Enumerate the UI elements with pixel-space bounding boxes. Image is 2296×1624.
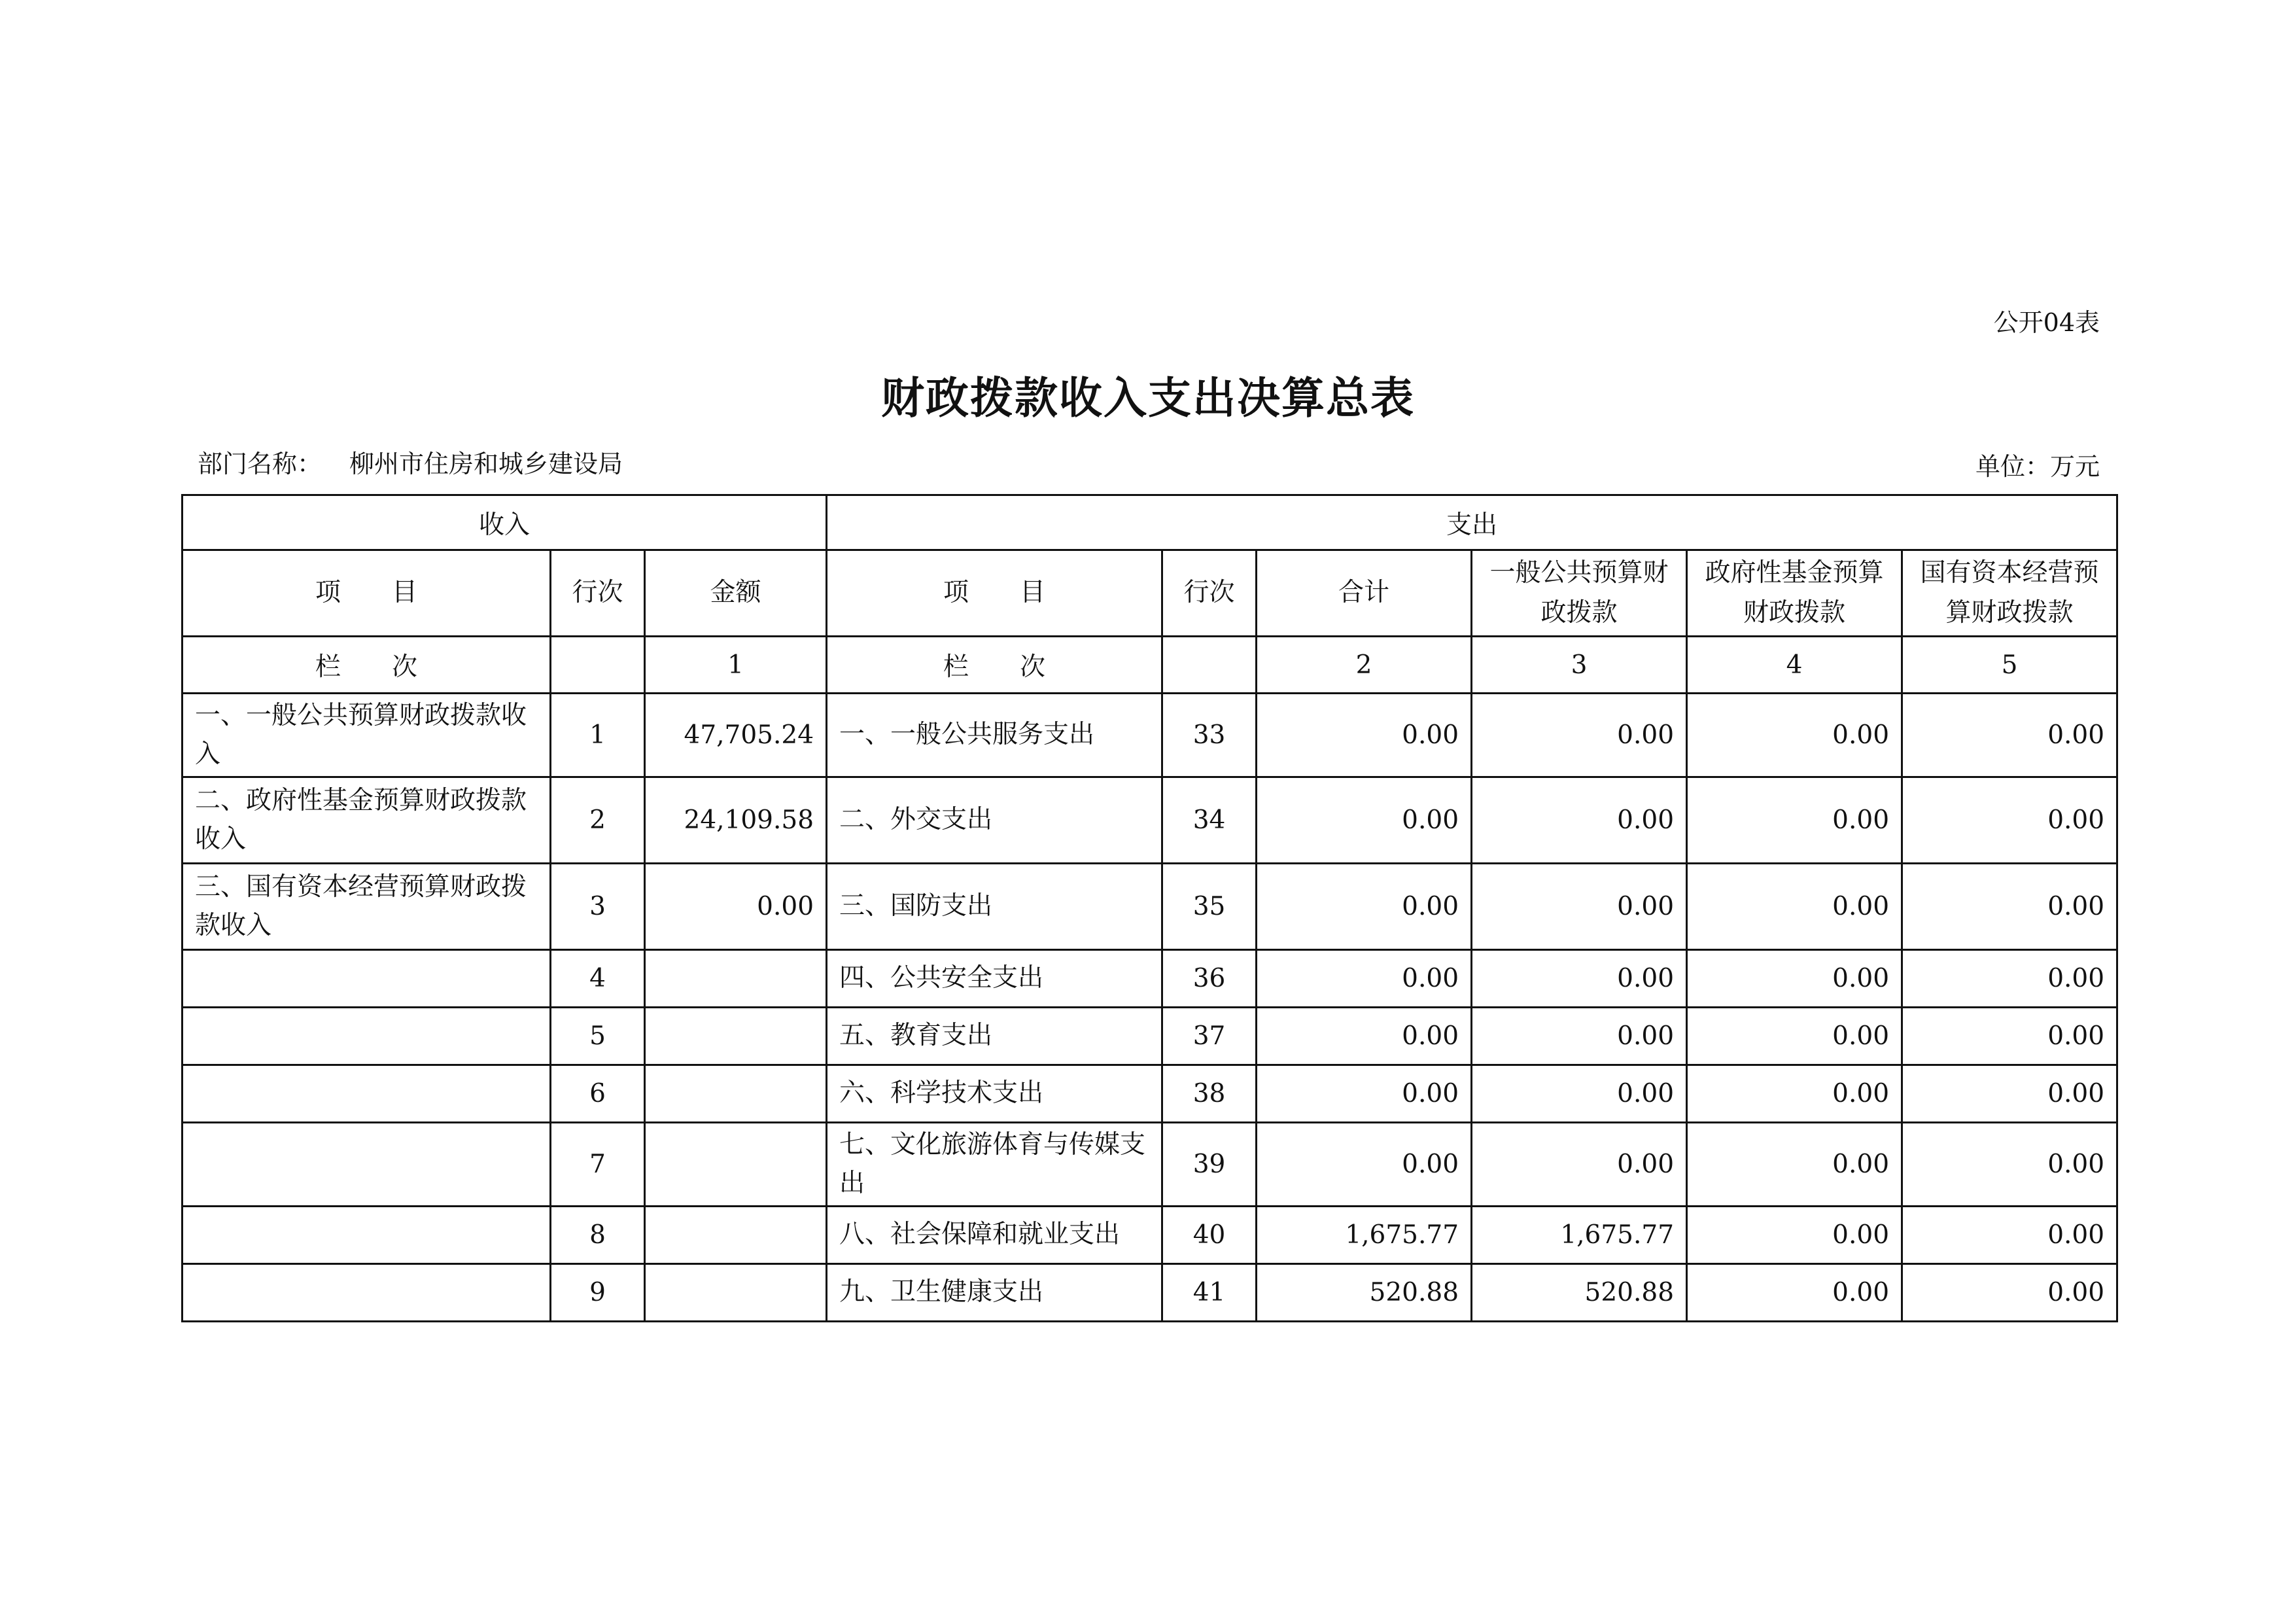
expense-row-no: 36 [1162, 950, 1257, 1008]
income-item [183, 1264, 551, 1322]
income-row-no: 7 [551, 1123, 645, 1207]
expense-item: 六、科学技术支出 [827, 1065, 1162, 1123]
gov-fund-amount: 0.00 [1687, 1123, 1902, 1207]
income-row-no: 5 [551, 1008, 645, 1065]
gov-fund-amount: 0.00 [1687, 777, 1902, 864]
total-amount: 1,675.77 [1257, 1207, 1472, 1264]
gov-fund-amount: 0.00 [1687, 694, 1902, 777]
income-amount [645, 1065, 827, 1123]
general-budget-amount: 0.00 [1472, 777, 1687, 864]
expense-row-no: 34 [1162, 777, 1257, 864]
col-general-budget: 一般公共预算财政拨款 [1472, 550, 1687, 637]
state-capital-amount: 0.00 [1902, 1207, 2117, 1264]
income-row-no: 4 [551, 950, 645, 1008]
department-name: 柳州市住房和城乡建设局 [349, 450, 623, 478]
total-amount: 0.00 [1257, 1065, 1472, 1123]
general-budget-amount: 0.00 [1472, 1008, 1687, 1065]
general-budget-amount: 0.00 [1472, 694, 1687, 777]
expense-header: 支出 [827, 495, 2117, 550]
form-code: 公开04表 [1993, 308, 2100, 337]
income-amount [645, 1123, 827, 1207]
lanci-expense-label: 栏 次 [827, 637, 1162, 694]
table-row [183, 1123, 2117, 1207]
income-row-no: 6 [551, 1065, 645, 1123]
gov-fund-amount: 0.00 [1687, 1065, 1902, 1123]
income-amount [645, 1207, 827, 1264]
expense-row-no: 39 [1162, 1123, 1257, 1207]
expense-row-no: 38 [1162, 1065, 1257, 1123]
general-budget-amount: 0.00 [1472, 1065, 1687, 1123]
income-item: 一、一般公共预算财政拨款收入 [183, 694, 551, 777]
income-amount: 24,109.58 [645, 777, 827, 864]
expense-item: 三、国防支出 [827, 864, 1162, 950]
total-amount: 0.00 [1257, 694, 1472, 777]
income-amount [645, 950, 827, 1008]
lanci-gov-fund: 4 [1687, 637, 1902, 694]
col-total: 合计 [1257, 550, 1472, 637]
expense-row-no: 40 [1162, 1207, 1257, 1264]
table-row [183, 694, 2117, 777]
col-gov-fund: 政府性基金预算财政拨款 [1687, 550, 1902, 637]
total-amount: 0.00 [1257, 864, 1472, 950]
income-amount [645, 1264, 827, 1322]
gov-fund-amount: 0.00 [1687, 950, 1902, 1008]
lanci-general-budget: 3 [1472, 637, 1687, 694]
expense-item: 一、一般公共服务支出 [827, 694, 1162, 777]
state-capital-amount: 0.00 [1902, 1264, 2117, 1322]
table-row [183, 1264, 2117, 1322]
col-expense-row-no: 行次 [1162, 550, 1257, 637]
col-state-capital: 国有资本经营预算财政拨款 [1902, 550, 2117, 637]
expense-item: 九、卫生健康支出 [827, 1264, 1162, 1322]
lanci-total: 2 [1257, 637, 1472, 694]
expense-item: 七、文化旅游体育与传媒支出 [827, 1123, 1162, 1207]
state-capital-amount: 0.00 [1902, 1123, 2117, 1207]
income-item [183, 950, 551, 1008]
table-row [183, 864, 2117, 950]
income-item [183, 1008, 551, 1065]
table-row [183, 1065, 2117, 1123]
general-budget-amount: 520.88 [1472, 1264, 1687, 1322]
table-row [183, 1008, 2117, 1065]
total-amount: 0.00 [1257, 950, 1472, 1008]
state-capital-amount: 0.00 [1902, 1008, 2117, 1065]
state-capital-amount: 0.00 [1902, 1065, 2117, 1123]
income-header: 收入 [183, 495, 827, 550]
general-budget-amount: 0.00 [1472, 864, 1687, 950]
column-header-row [183, 550, 2117, 637]
total-amount: 520.88 [1257, 1264, 1472, 1322]
income-item: 三、国有资本经营预算财政拨款收入 [183, 864, 551, 950]
gov-fund-amount: 0.00 [1687, 864, 1902, 950]
table-row [183, 777, 2117, 864]
expense-row-no: 33 [1162, 694, 1257, 777]
lanci-amount: 1 [645, 637, 827, 694]
income-item [183, 1065, 551, 1123]
fiscal-summary-table [181, 494, 2118, 1322]
lanci-label: 栏 次 [183, 637, 551, 694]
column-number-row [183, 637, 2117, 694]
lanci-expense-empty [1162, 637, 1257, 694]
col-income-item: 项 目 [183, 550, 551, 637]
gov-fund-amount: 0.00 [1687, 1008, 1902, 1065]
section-header-row [183, 495, 2117, 550]
department-label: 部门名称： [198, 450, 322, 478]
income-row-no: 8 [551, 1207, 645, 1264]
income-item [183, 1207, 551, 1264]
expense-item: 五、教育支出 [827, 1008, 1162, 1065]
col-expense-item: 项 目 [827, 550, 1162, 637]
expense-item: 二、外交支出 [827, 777, 1162, 864]
gov-fund-amount: 0.00 [1687, 1207, 1902, 1264]
state-capital-amount: 0.00 [1902, 694, 2117, 777]
income-item [183, 1123, 551, 1207]
lanci-empty [551, 637, 645, 694]
state-capital-amount: 0.00 [1902, 777, 2117, 864]
page-title: 财政拨款收入支出决算总表 [881, 372, 1415, 423]
expense-row-no: 37 [1162, 1008, 1257, 1065]
lanci-state-capital: 5 [1902, 637, 2117, 694]
department-line [198, 444, 623, 480]
income-row-no: 9 [551, 1264, 645, 1322]
total-amount: 0.00 [1257, 1008, 1472, 1065]
expense-row-no: 41 [1162, 1264, 1257, 1322]
total-amount: 0.00 [1257, 1123, 1472, 1207]
table-row [183, 950, 2117, 1008]
income-amount [645, 1008, 827, 1065]
total-amount: 0.00 [1257, 777, 1472, 864]
expense-row-no: 35 [1162, 864, 1257, 950]
table-row [183, 1207, 2117, 1264]
col-income-amount: 金额 [645, 550, 827, 637]
state-capital-amount: 0.00 [1902, 864, 2117, 950]
state-capital-amount: 0.00 [1902, 950, 2117, 1008]
expense-item: 八、社会保障和就业支出 [827, 1207, 1162, 1264]
general-budget-amount: 0.00 [1472, 950, 1687, 1008]
income-item: 二、政府性基金预算财政拨款收入 [183, 777, 551, 864]
general-budget-amount: 0.00 [1472, 1123, 1687, 1207]
gov-fund-amount: 0.00 [1687, 1264, 1902, 1322]
income-row-no: 3 [551, 864, 645, 950]
income-amount: 0.00 [645, 864, 827, 950]
income-amount: 47,705.24 [645, 694, 827, 777]
income-row-no: 1 [551, 694, 645, 777]
col-income-row-no: 行次 [551, 550, 645, 637]
general-budget-amount: 1,675.77 [1472, 1207, 1687, 1264]
unit-label: 单位：万元 [1975, 452, 2100, 481]
income-row-no: 2 [551, 777, 645, 864]
expense-item: 四、公共安全支出 [827, 950, 1162, 1008]
